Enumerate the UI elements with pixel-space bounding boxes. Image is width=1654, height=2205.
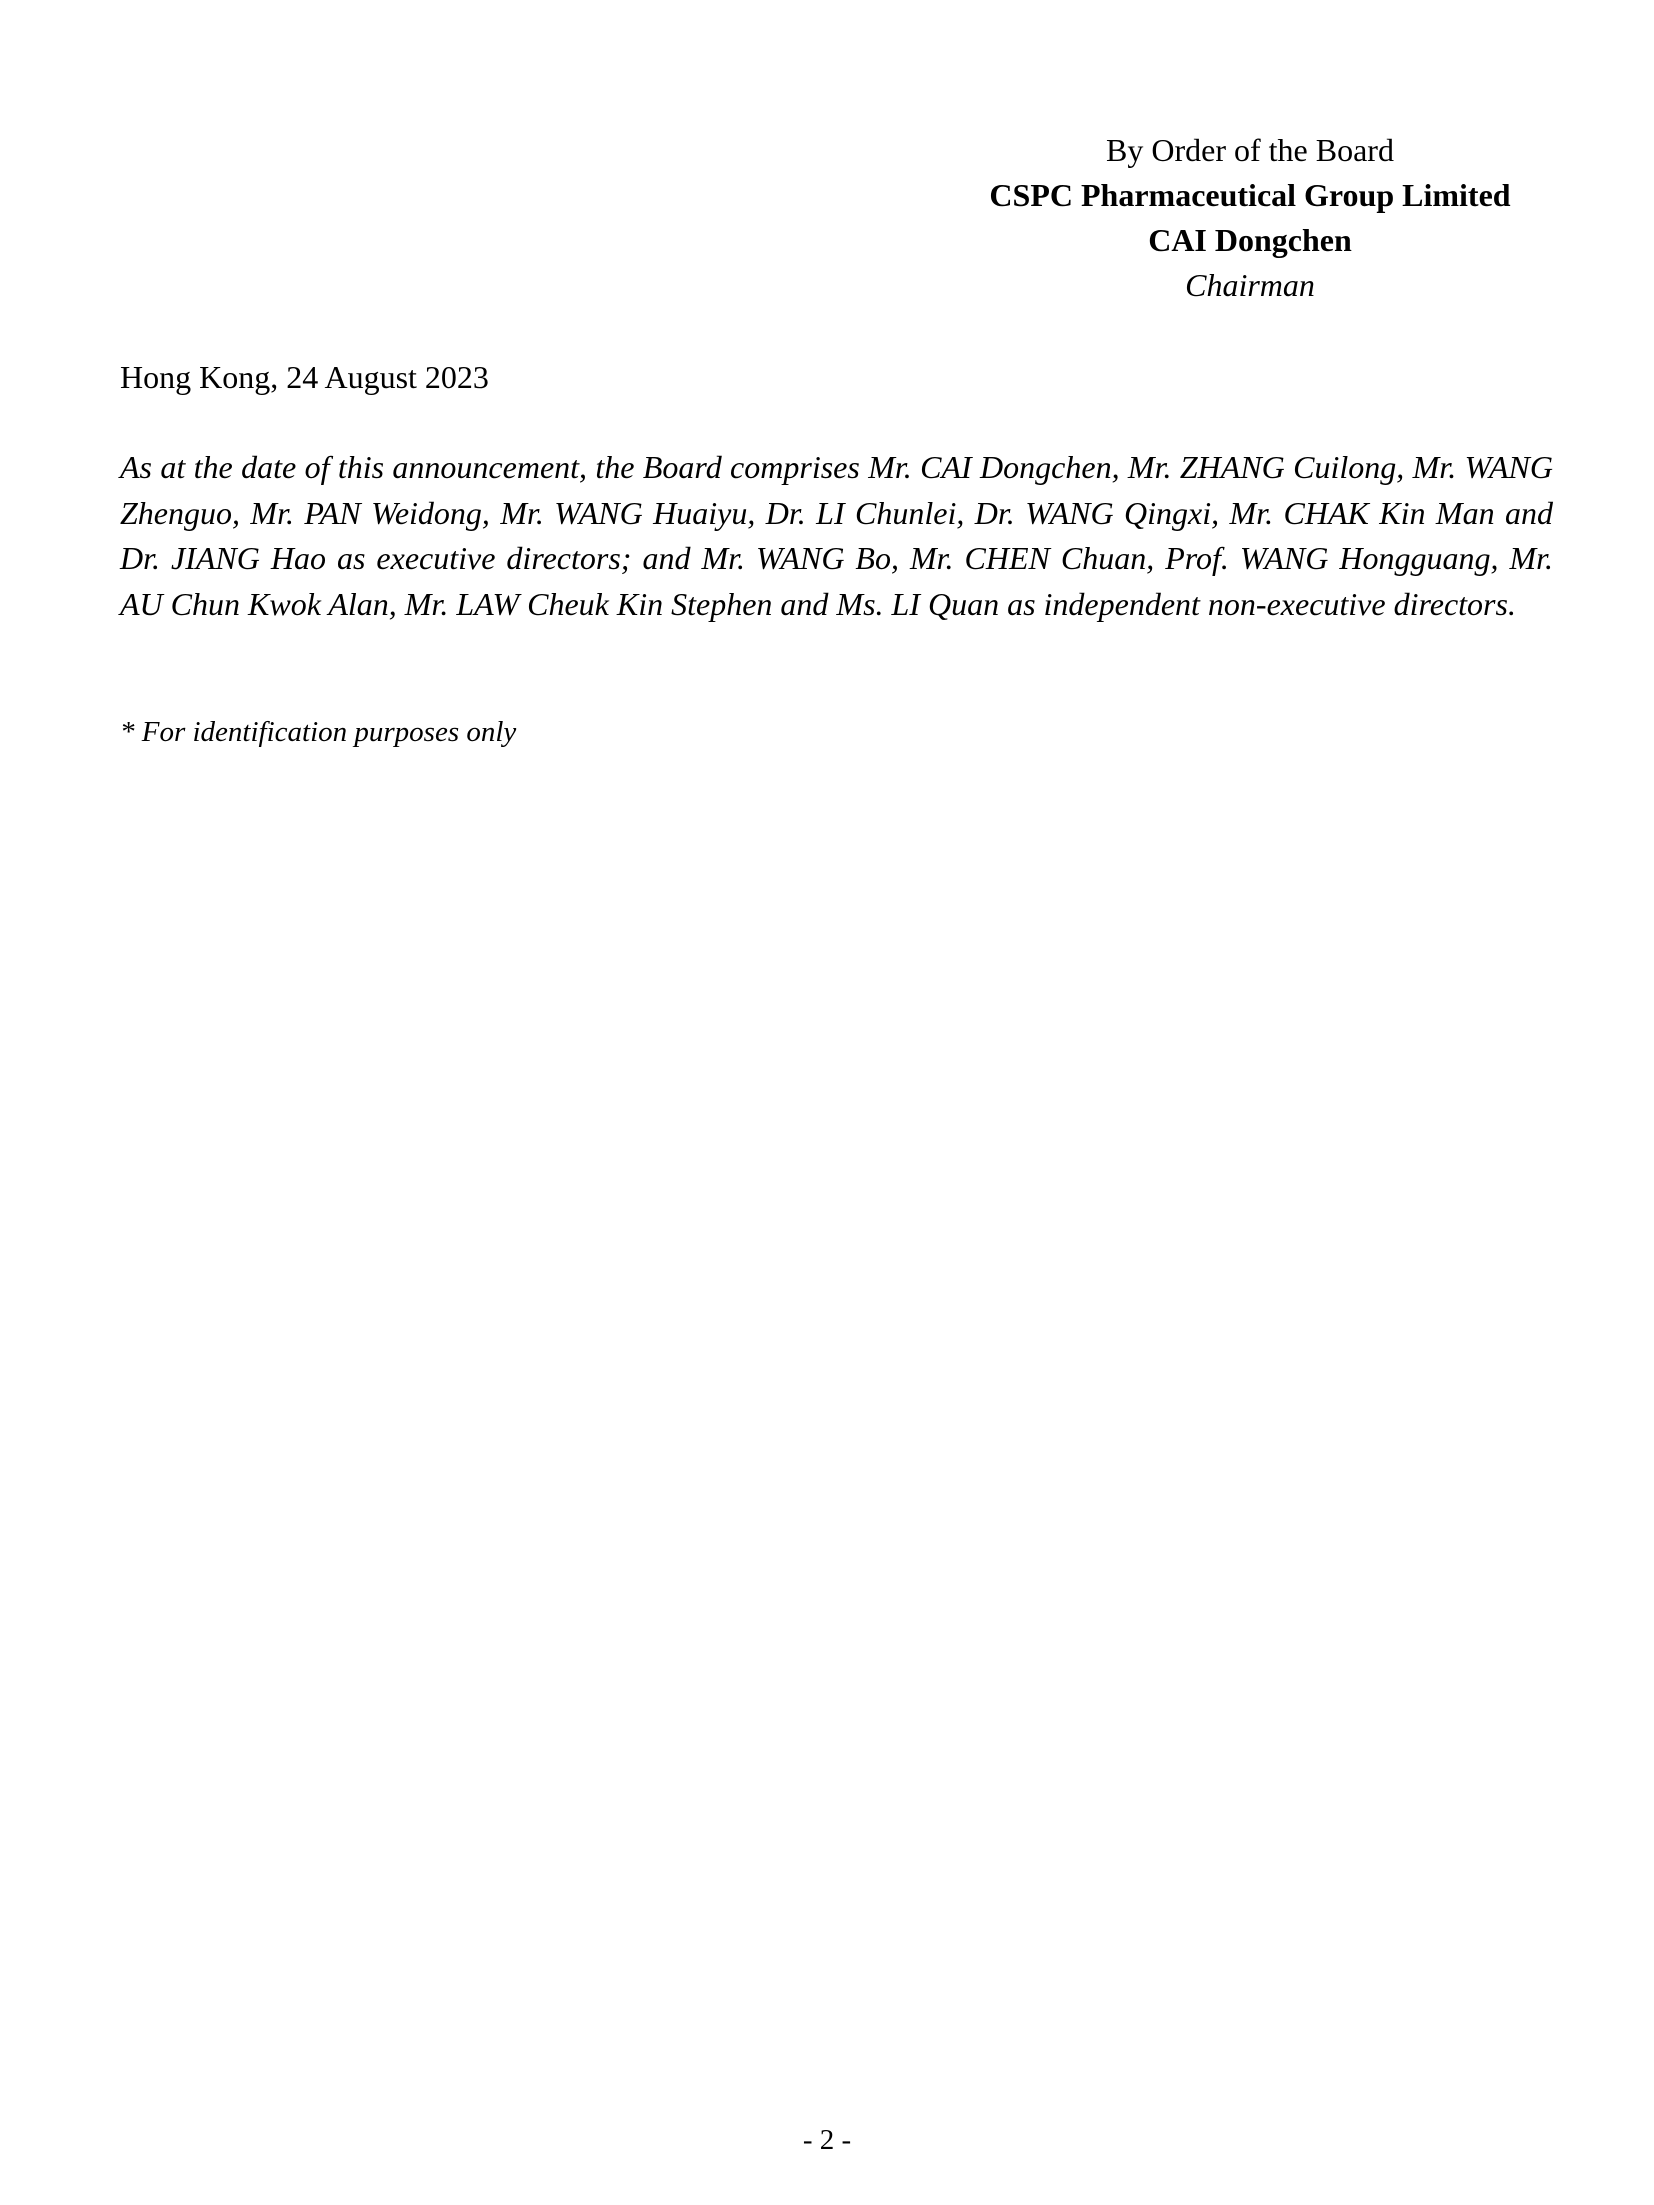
by-order-line: By Order of the Board [1106,132,1394,168]
signatory-name: CAI Dongchen [1148,222,1352,258]
signature-block [940,128,1560,308]
page-number: - 2 - [802,2124,852,2156]
company-name: CSPC Pharmaceutical Group Limited [989,177,1511,213]
identification-footnote: * For identification purposes only [120,716,517,748]
place-date-line: Hong Kong, 24 August 2023 [120,359,489,395]
signatory-title: Chairman [1185,267,1315,303]
board-composition-paragraph: As at the date of this announcement, the Board comprises Mr. CAI Dongchen, Mr. ZHANG Cuilong, Mr. WANG Zhenguo, Mr. PAN Weidong, Mr. WANG Huaiyu, Dr. LI Chunlei, Dr. WANG Qingxi, Mr. CHAK Kin Man and Dr. JIANG Hao as executive directors; and Mr. WANG Bo, Mr. CHEN Chuan, Prof. WANG Hongguang, Mr. AU Chun Kwok Alan, Mr. LAW Cheuk Kin Stephen and Ms. LI Quan as independent non-executive directors. [120,449,1553,622]
